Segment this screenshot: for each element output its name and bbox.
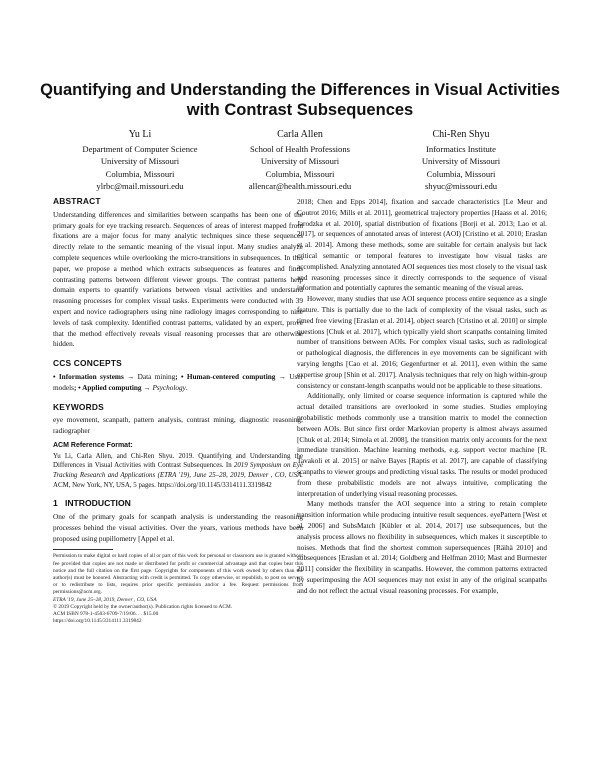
author-loc: Columbia, Missouri bbox=[265, 168, 335, 179]
intro-heading: 1 INTRODUCTION bbox=[53, 498, 131, 509]
author-inst: University of Missouri bbox=[421, 156, 501, 167]
permission-venue: ETRA '19, June 25–28, 2019, Denver , CO, USA bbox=[53, 596, 157, 603]
author-email: ylrbc@mail.missouri.edu bbox=[96, 181, 184, 192]
body-paragraph: 2018; Chen and Epps 2014], fixation and saccade characteristics [Le Meur and Coutrot 2016; Mills et al. 2011], geometrical trajectory properties [Haass et al. 2016; Jarodzka et al. 2010], spatial distribution of fixations [Borji et al. 2013; Lao et al. 2017], or sequences of annotated areas of interest (AOI) [Cristino et al. 2010; Eraslan et al. 2014]. Among these methods, some are suitable for certain analysis but lack critical semantic or temporal features to investigate how visual tasks are accomplished. Analyzing annotated AOI sequences ties most closely to the visual task and reasoning processes since it directly corresponds to the sequence of visual information and potentially captures the semantic meaning of the visual areas. bbox=[297, 198, 547, 293]
ccs-heading: CCS CONCEPTS bbox=[53, 358, 122, 369]
author-dept: Informatics Institute bbox=[426, 144, 496, 154]
ccs-concepts: • Information systems → Data mining; • Human-centered computing → User models; • Applied computing → Psychology. bbox=[53, 372, 303, 392]
paper-title: Quantifying and Understanding the Differences in Visual Activities with Contrast Subsequences bbox=[40, 81, 560, 119]
intro-text: One of the primary goals for scanpath analysis is understanding the reasoning processes behind the visual activities. Over the years, various methods have been proposed using pupillometry [Appel et al. bbox=[53, 512, 303, 543]
author-inst: University of Missouri bbox=[260, 156, 340, 167]
right-column bbox=[297, 197, 547, 596]
author-name: Chi-Ren Shyu bbox=[432, 129, 490, 140]
abstract-text: Understanding differences and similarities between scanpaths has been one of the primary goals for eye tracking research. Sequences of areas of interest mapped from fixations are a major focus for many analytic techniques since these sequences directly relate to the semantic meaning of the visual input. Many studies analyze complete sequences while overlooking the micro-transitions in subsequences. In this paper, we propose a method which extracts subsequences as features and finds contrasting patterns between different viewer groups. The contrast patterns help domain experts to quantify variations between visual activities and understand reasoning processes for complex visual tasks. Experiments were conducted with 39 expert and novice radiographers using nine radiology images corresponding to nine levels of task complexity. Identified contrast patterns, validated by an expert, prove that the method effectively reveals visual reasoning processes that are otherwise hidden. bbox=[53, 210, 303, 349]
acm-reference-label: ACM Reference Format: bbox=[53, 441, 133, 449]
author-dept: Department of Computer Science bbox=[82, 144, 198, 154]
body-paragraph: Many methods transfer the AOI sequence into a string to retain complete transition information while producing intuitive result sequences. eyePattern [West et al. 2006] and SubsMatch [Kübler et al. 2014, 2017] use subsequences, but the analysis process allows no flexibility in subsequences, which makes it susceptible to noises. Methods that find the shortest common supersequences [Räihä 2010] and subsequences [Eraslan et al. 2014; Goldberg and Helfman 2010; Mast and Burmester 2011] consider the flexibility in scanpaths. However, the common patterns extracted by superimposing the AOI sequences may not exist in any of the original scanpaths and do not reflect the actual visual reasoning processes. For example, bbox=[297, 500, 547, 595]
author-name: Yu Li bbox=[128, 129, 152, 140]
permission-copyright: © 2019 Copyright held by the owner/author(s). Publication rights licensed to ACM. bbox=[53, 603, 233, 610]
author-3 bbox=[366, 128, 556, 193]
acm-reference: Yu Li, Carla Allen, and Chi-Ren Shyu. 2019. Quantifying and Understanding the Differences in Visual Activities with Contrast Subsequences. In 2019 Symposium on Eye Tracking Research and Applications (ETRA '19), June 25–28, 2019, Denver , CO, USA. ACM, New York, NY, USA, 5 pages. https://doi.org/10.1145/3314111.3319842 bbox=[53, 452, 303, 489]
abstract-heading: ABSTRACT bbox=[53, 196, 101, 206]
body-paragraph: Additionally, only limited or coarse sequence information is captured while the actual detailed transitions are overlooked in some studies. Studies employing probabilistic methods commonly use a transition matrix to model the connection between AOIs. But since first order Markovian property is almost always assumed [Chuk et al. 2014; Simola et al. 2008], the transition matrix only accounts for the next immediate transition. Machine learning methods, e.g. support vector machine [R. Tavakoli et al. 2015] or naïve Bayes [Raptis et al. 2017], are capable of classifying scanpaths to viewer groups and predicting visual tasks. The results or model produced from these probabilistic models are not always intuitive, complicating the interpretation of underlying visual reasoning processes. bbox=[297, 392, 547, 498]
permission-block bbox=[53, 553, 303, 625]
permission-isbn: ACM ISBN 978-1-4503-6709-7/19/06. . . $15.00 bbox=[53, 610, 159, 617]
keywords-text: eye movement, scanpath, pattern analysis, contrast mining, diagnostic reasoning, radiographer bbox=[53, 416, 303, 436]
permission-text: Permission to make digital or hard copies of all or part of this work for personal or classroom use is granted without fee provided that copies are not made or distributed for profit or commercial advantage and that copies bear this notice and the full citation on the first page. Copyrights for components of this work owned by others than the author(s) must be honored. Abstracting with credit is permitted. To copy otherwise, or republish, to post on servers or to redistribute to lists, requires prior specific permission and/or a fee. Request permissions from permissions@acm.org. bbox=[53, 553, 303, 596]
author-loc: Columbia, Missouri bbox=[426, 168, 496, 179]
author-loc: Columbia, Missouri bbox=[105, 168, 175, 179]
author-email: shyuc@missouri.edu bbox=[424, 181, 498, 192]
author-inst: University of Missouri bbox=[100, 156, 180, 167]
body-paragraph: However, many studies that use AOI sequence process entire sequence as a single feature. This is partially due to the lack of complexity of the visual tasks, such as timed free viewing [Eraslan et al. 2014], object search [Cristino et al. 2010] or simple questions [Chuk et al. 2017], which typically yield short scanpaths containing limited number of transitions between AOIs. For complex visual tasks, such as radiological or pathological diagnosis, the differences in eye movements can be significant with varying lengths [Cao et al. 2016; Gegenfurtner et al. 2011], even within the same expertise group [Shin et al. 2017]. Analysis techniques that rely on high within-group consistency or constant-length scanpaths would not be applicable to these situations. bbox=[297, 295, 547, 390]
left-column bbox=[53, 196, 303, 625]
permission-doi[interactable]: https://doi.org/10.1145/3314111.3319842 bbox=[53, 618, 142, 625]
author-email: allencar@health.missouri.edu bbox=[248, 181, 352, 192]
footnote-rule bbox=[53, 549, 113, 550]
keywords-heading: KEYWORDS bbox=[53, 401, 104, 412]
author-dept: School of Health Professions bbox=[249, 144, 350, 154]
author-name: Carla Allen bbox=[277, 129, 323, 140]
